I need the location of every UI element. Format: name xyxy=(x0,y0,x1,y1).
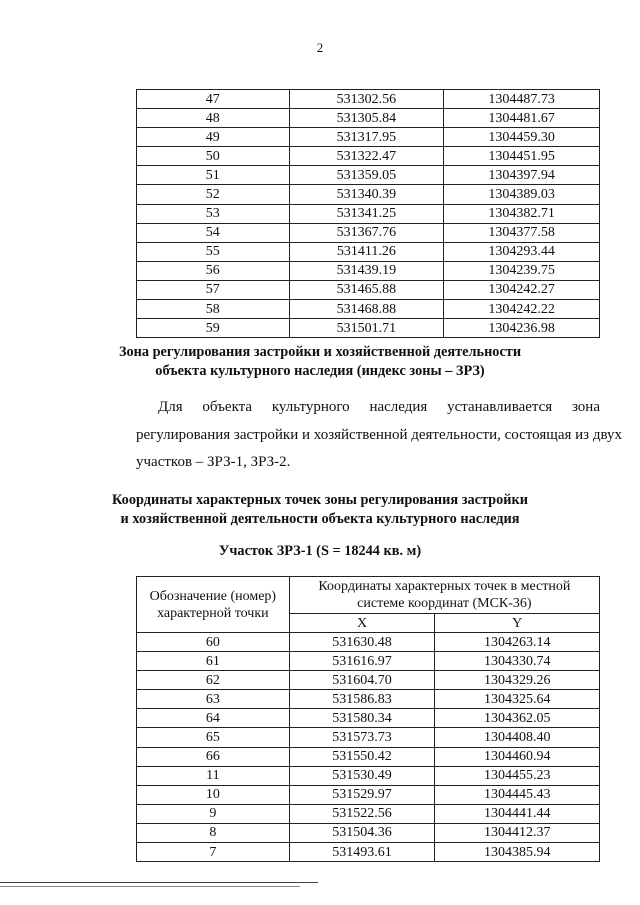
x-coordinate-cell: 531550.42 xyxy=(289,747,435,766)
y-coordinate-cell: 1304385.94 xyxy=(435,843,600,862)
x-coordinate-cell: 531359.05 xyxy=(289,166,444,185)
y-coordinate-cell: 1304459.30 xyxy=(444,128,600,147)
y-coordinate-cell: 1304377.58 xyxy=(444,223,600,242)
point-number-cell: 55 xyxy=(137,242,290,261)
paragraph-line-1 xyxy=(158,398,600,416)
table-row xyxy=(137,843,600,862)
y-coordinate-cell: 1304389.03 xyxy=(444,185,600,204)
point-number-cell: 53 xyxy=(137,204,290,223)
table-row xyxy=(137,204,600,223)
x-coordinate-cell: 531468.88 xyxy=(289,300,444,319)
paragraph-word: Для xyxy=(158,399,183,415)
header-point-number: Обозначение (номер) характерной точки xyxy=(137,577,290,633)
y-coordinate-cell: 1304329.26 xyxy=(435,671,600,690)
y-coordinate-cell: 1304460.94 xyxy=(435,747,600,766)
footer-rule-secondary xyxy=(0,886,300,887)
x-coordinate-cell: 531465.88 xyxy=(289,280,444,299)
y-coordinate-cell: 1304236.98 xyxy=(444,319,600,338)
table-row xyxy=(137,261,600,280)
paragraph-line-3: участков – ЗРЗ-1, ЗРЗ-2. xyxy=(136,454,291,470)
y-coordinate-cell: 1304382.71 xyxy=(444,204,600,223)
table-row xyxy=(137,766,600,785)
zone-heading-line-1: Зона регулирования застройки и хозяйственной деятельности xyxy=(118,344,522,360)
table-row xyxy=(137,300,600,319)
x-coordinate-cell: 531530.49 xyxy=(289,766,435,785)
x-coordinate-cell: 531367.76 xyxy=(289,223,444,242)
y-coordinate-cell: 1304451.95 xyxy=(444,147,600,166)
table-row xyxy=(137,185,600,204)
paragraph-word: культурного xyxy=(271,399,350,415)
table-row xyxy=(137,652,600,671)
x-coordinate-cell: 531439.19 xyxy=(289,261,444,280)
x-coordinate-cell: 531411.26 xyxy=(289,242,444,261)
paragraph-line-2: регулирования застройки и хозяйственной деятельности, состоящая из двух xyxy=(136,427,623,443)
paragraph-word: объекта xyxy=(202,399,253,415)
header-y: Y xyxy=(435,614,600,633)
x-coordinate-cell: 531529.97 xyxy=(289,785,435,804)
table-row xyxy=(137,633,600,652)
page-number: 2 xyxy=(316,40,324,55)
y-coordinate-cell: 1304242.22 xyxy=(444,300,600,319)
point-number-cell: 52 xyxy=(137,185,290,204)
y-coordinate-cell: 1304397.94 xyxy=(444,166,600,185)
point-number-cell: 60 xyxy=(137,633,290,652)
plot-heading: Участок ЗРЗ-1 (S = 18244 кв. м) xyxy=(218,543,422,559)
table-row xyxy=(137,785,600,804)
y-coordinate-cell: 1304330.74 xyxy=(435,652,600,671)
point-number-cell: 9 xyxy=(137,804,290,823)
header-x: X xyxy=(289,614,435,633)
point-number-cell: 57 xyxy=(137,280,290,299)
point-number-cell: 63 xyxy=(137,690,290,709)
point-number-cell: 62 xyxy=(137,671,290,690)
zone-heading-line-2: объекта культурного наследия (индекс зоны – ЗРЗ) xyxy=(155,363,485,379)
y-coordinate-cell: 1304441.44 xyxy=(435,804,600,823)
table-row xyxy=(137,319,600,338)
x-coordinate-cell: 531341.25 xyxy=(289,204,444,223)
table-row xyxy=(137,90,600,109)
paragraph-word: зона xyxy=(571,399,600,415)
point-number-cell: 59 xyxy=(137,319,290,338)
point-number-cell: 64 xyxy=(137,709,290,728)
y-coordinate-cell: 1304481.67 xyxy=(444,109,600,128)
x-coordinate-cell: 531586.83 xyxy=(289,690,435,709)
point-number-cell: 56 xyxy=(137,261,290,280)
point-number-cell: 8 xyxy=(137,823,290,842)
y-coordinate-cell: 1304263.14 xyxy=(435,633,600,652)
y-coordinate-cell: 1304487.73 xyxy=(444,90,600,109)
point-number-cell: 50 xyxy=(137,147,290,166)
header-coordinates: Координаты характерных точек в местной системе координат (МСК-36) xyxy=(289,577,599,614)
x-coordinate-cell: 531302.56 xyxy=(289,90,444,109)
table-row xyxy=(137,804,600,823)
y-coordinate-cell: 1304455.23 xyxy=(435,766,600,785)
point-number-cell: 65 xyxy=(137,728,290,747)
y-coordinate-cell: 1304362.05 xyxy=(435,709,600,728)
x-coordinate-cell: 531604.70 xyxy=(289,671,435,690)
x-coordinate-cell: 531580.34 xyxy=(289,709,435,728)
y-coordinate-cell: 1304445.43 xyxy=(435,785,600,804)
point-number-cell: 51 xyxy=(137,166,290,185)
table-row xyxy=(137,147,600,166)
coordinates-table-continued xyxy=(136,89,600,338)
point-number-cell: 61 xyxy=(137,652,290,671)
x-coordinate-cell: 531573.73 xyxy=(289,728,435,747)
point-number-cell: 11 xyxy=(137,766,290,785)
table-row xyxy=(137,690,600,709)
point-number-cell: 54 xyxy=(137,223,290,242)
x-coordinate-cell: 531522.56 xyxy=(289,804,435,823)
table-row xyxy=(137,280,600,299)
y-coordinate-cell: 1304325.64 xyxy=(435,690,600,709)
x-coordinate-cell: 531305.84 xyxy=(289,109,444,128)
point-number-cell: 48 xyxy=(137,109,290,128)
point-number-cell: 47 xyxy=(137,90,290,109)
point-number-cell: 49 xyxy=(137,128,290,147)
x-coordinate-cell: 531501.71 xyxy=(289,319,444,338)
table-row xyxy=(137,242,600,261)
point-number-cell: 10 xyxy=(137,785,290,804)
table-row xyxy=(137,223,600,242)
y-coordinate-cell: 1304412.37 xyxy=(435,823,600,842)
paragraph-word: устанавливается xyxy=(447,399,553,415)
table-row xyxy=(137,109,600,128)
coordinates-heading-line-2: и хозяйственной деятельности объекта культурного наследия xyxy=(120,511,520,527)
footer-rule xyxy=(0,882,318,883)
x-coordinate-cell: 531493.61 xyxy=(289,843,435,862)
paragraph-word: наследия xyxy=(369,399,428,415)
table-row xyxy=(137,823,600,842)
table-row xyxy=(137,671,600,690)
x-coordinate-cell: 531322.47 xyxy=(289,147,444,166)
y-coordinate-cell: 1304408.40 xyxy=(435,728,600,747)
zrz1-coordinates-table xyxy=(136,576,600,862)
point-number-cell: 66 xyxy=(137,747,290,766)
x-coordinate-cell: 531630.48 xyxy=(289,633,435,652)
y-coordinate-cell: 1304239.75 xyxy=(444,261,600,280)
point-number-cell: 7 xyxy=(137,843,290,862)
x-coordinate-cell: 531616.97 xyxy=(289,652,435,671)
table-row xyxy=(137,128,600,147)
y-coordinate-cell: 1304242.27 xyxy=(444,280,600,299)
table-row xyxy=(137,166,600,185)
table-row xyxy=(137,747,600,766)
point-number-cell: 58 xyxy=(137,300,290,319)
coordinates-heading-line-1: Координаты характерных точек зоны регулирования застройки xyxy=(112,492,528,508)
table-row xyxy=(137,709,600,728)
y-coordinate-cell: 1304293.44 xyxy=(444,242,600,261)
table-row xyxy=(137,728,600,747)
x-coordinate-cell: 531317.95 xyxy=(289,128,444,147)
x-coordinate-cell: 531340.39 xyxy=(289,185,444,204)
x-coordinate-cell: 531504.36 xyxy=(289,823,435,842)
